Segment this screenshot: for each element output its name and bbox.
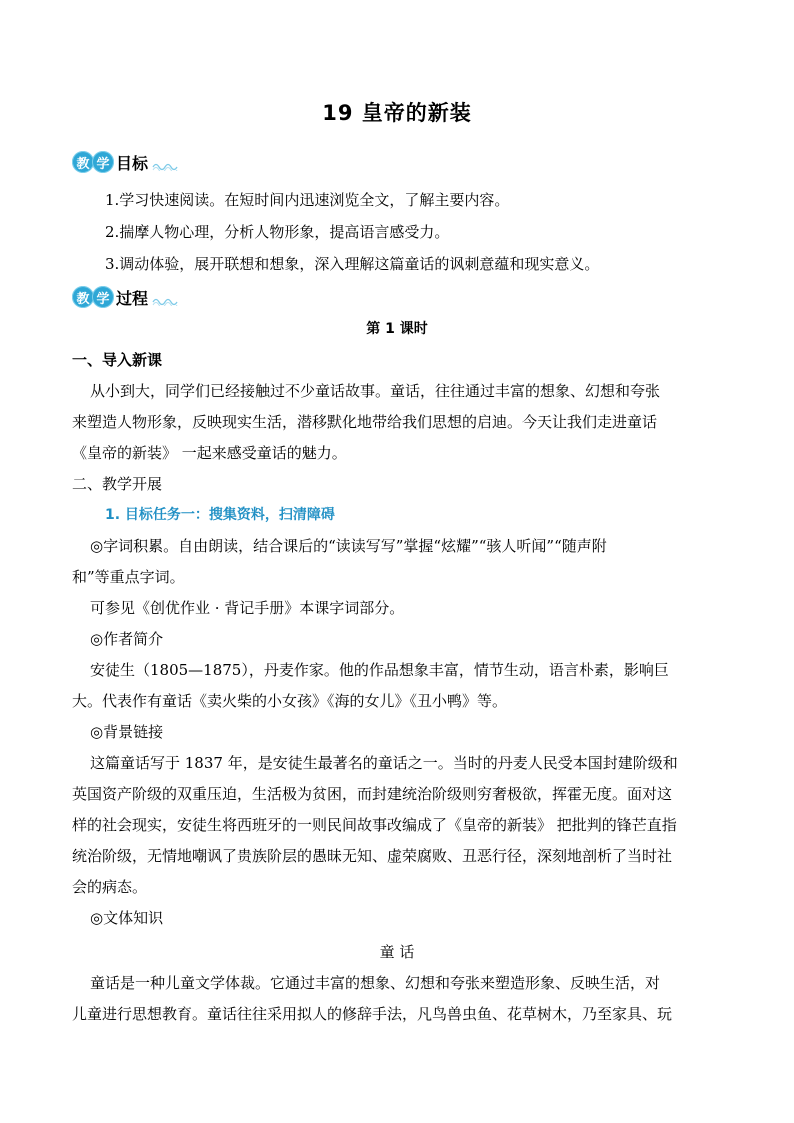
background-line: 这篇童话写于 1837 年，是安徒生最著名的童话之一。当时的丹麦人民受本国封建阶级和 bbox=[90, 754, 678, 772]
badge-char: 教 bbox=[72, 151, 94, 173]
section-heading-text: 过程 bbox=[116, 288, 149, 308]
reference-line: 可参见《创优作业 · 背记手册》本课字词部分。 bbox=[90, 599, 405, 617]
genre-line: 儿童进行思想教育。童话往往采用拟人的修辞手法，凡鸟兽虫鱼、花草树木，乃至家具、玩 bbox=[72, 1005, 673, 1023]
section-heading-process bbox=[72, 284, 178, 310]
goal-item: 2.揣摩人物心理，分析人物形象，提高语言感受力。 bbox=[105, 223, 450, 241]
part-heading: 二、教学开展 bbox=[72, 475, 163, 493]
wave-decoration-icon bbox=[152, 296, 178, 306]
section-badge bbox=[72, 151, 112, 173]
section-badge bbox=[72, 286, 112, 308]
page-title: 19 皇帝的新装 bbox=[322, 101, 472, 125]
author-line: 大。代表作有童话《卖火柴的小女孩》《海的女儿》《丑小鸭》等。 bbox=[72, 692, 508, 710]
background-line: 统治阶级，无情地嘲讽了贵族阶层的愚昧无知、虚荣腐败、丑恶行径，深刻地剖析了当时社 bbox=[72, 847, 673, 865]
part-heading: 一、导入新课 bbox=[72, 351, 163, 369]
vocab-line: 和”等重点字词。 bbox=[72, 568, 185, 586]
intro-line: 来塑造人物形象，反映现实生活，潜移默化地带给我们思想的启迪。今天让我们走进童话 bbox=[72, 413, 658, 431]
goal-item: 1.学习快速阅读。在短时间内迅速浏览全文，了解主要内容。 bbox=[105, 191, 510, 209]
subsection-heading-background: ◎背景链接 bbox=[90, 723, 164, 741]
lesson-heading: 第 1 课时 bbox=[366, 321, 428, 337]
vocab-line: ◎字词积累。自由朗读，结合课后的“读读写写”掌握“炫耀”“骇人听闻”“随声附 bbox=[90, 537, 607, 555]
section-heading-goals bbox=[72, 149, 178, 175]
section-heading-text: 目标 bbox=[116, 153, 149, 173]
author-line: 安徒生（1805—1875），丹麦作家。他的作品想象丰富，情节生动，语言朴素，影响巨 bbox=[90, 661, 669, 679]
badge-char: 教 bbox=[72, 286, 94, 308]
wave-decoration-icon bbox=[152, 161, 178, 171]
genre-title: 童 话 bbox=[379, 943, 415, 961]
subsection-heading-author: ◎作者简介 bbox=[90, 630, 164, 648]
subsection-heading-genre: ◎文体知识 bbox=[90, 909, 164, 927]
genre-line: 童话是一种儿童文学体裁。它通过丰富的想象、幻想和夸张来塑造形象、反映生活，对 bbox=[90, 974, 661, 992]
task-heading: 1. 目标任务一：搜集资料，扫清障碍 bbox=[105, 507, 335, 523]
goal-item: 3.调动体验，展开联想和想象，深入理解这篇童话的讽刺意蕴和现实意义。 bbox=[105, 255, 600, 273]
background-line: 英国资产阶级的双重压迫，生活极为贫困，而封建统治阶级则穷奢极欲，挥霍无度。面对这 bbox=[72, 785, 673, 803]
background-line: 会的病态。 bbox=[72, 878, 148, 896]
badge-char: 学 bbox=[92, 151, 114, 173]
intro-line: 从小到大，同学们已经接触过不少童话故事。童话，往往通过丰富的想象、幻想和夸张 bbox=[90, 382, 661, 400]
badge-char: 学 bbox=[92, 286, 114, 308]
background-line: 样的社会现实，安徒生将西班牙的一则民间故事改编成了《皇帝的新装》 把批判的锋芒直指 bbox=[72, 816, 677, 834]
intro-line: 《皇帝的新装》 一起来感受童话的魅力。 bbox=[72, 444, 347, 462]
